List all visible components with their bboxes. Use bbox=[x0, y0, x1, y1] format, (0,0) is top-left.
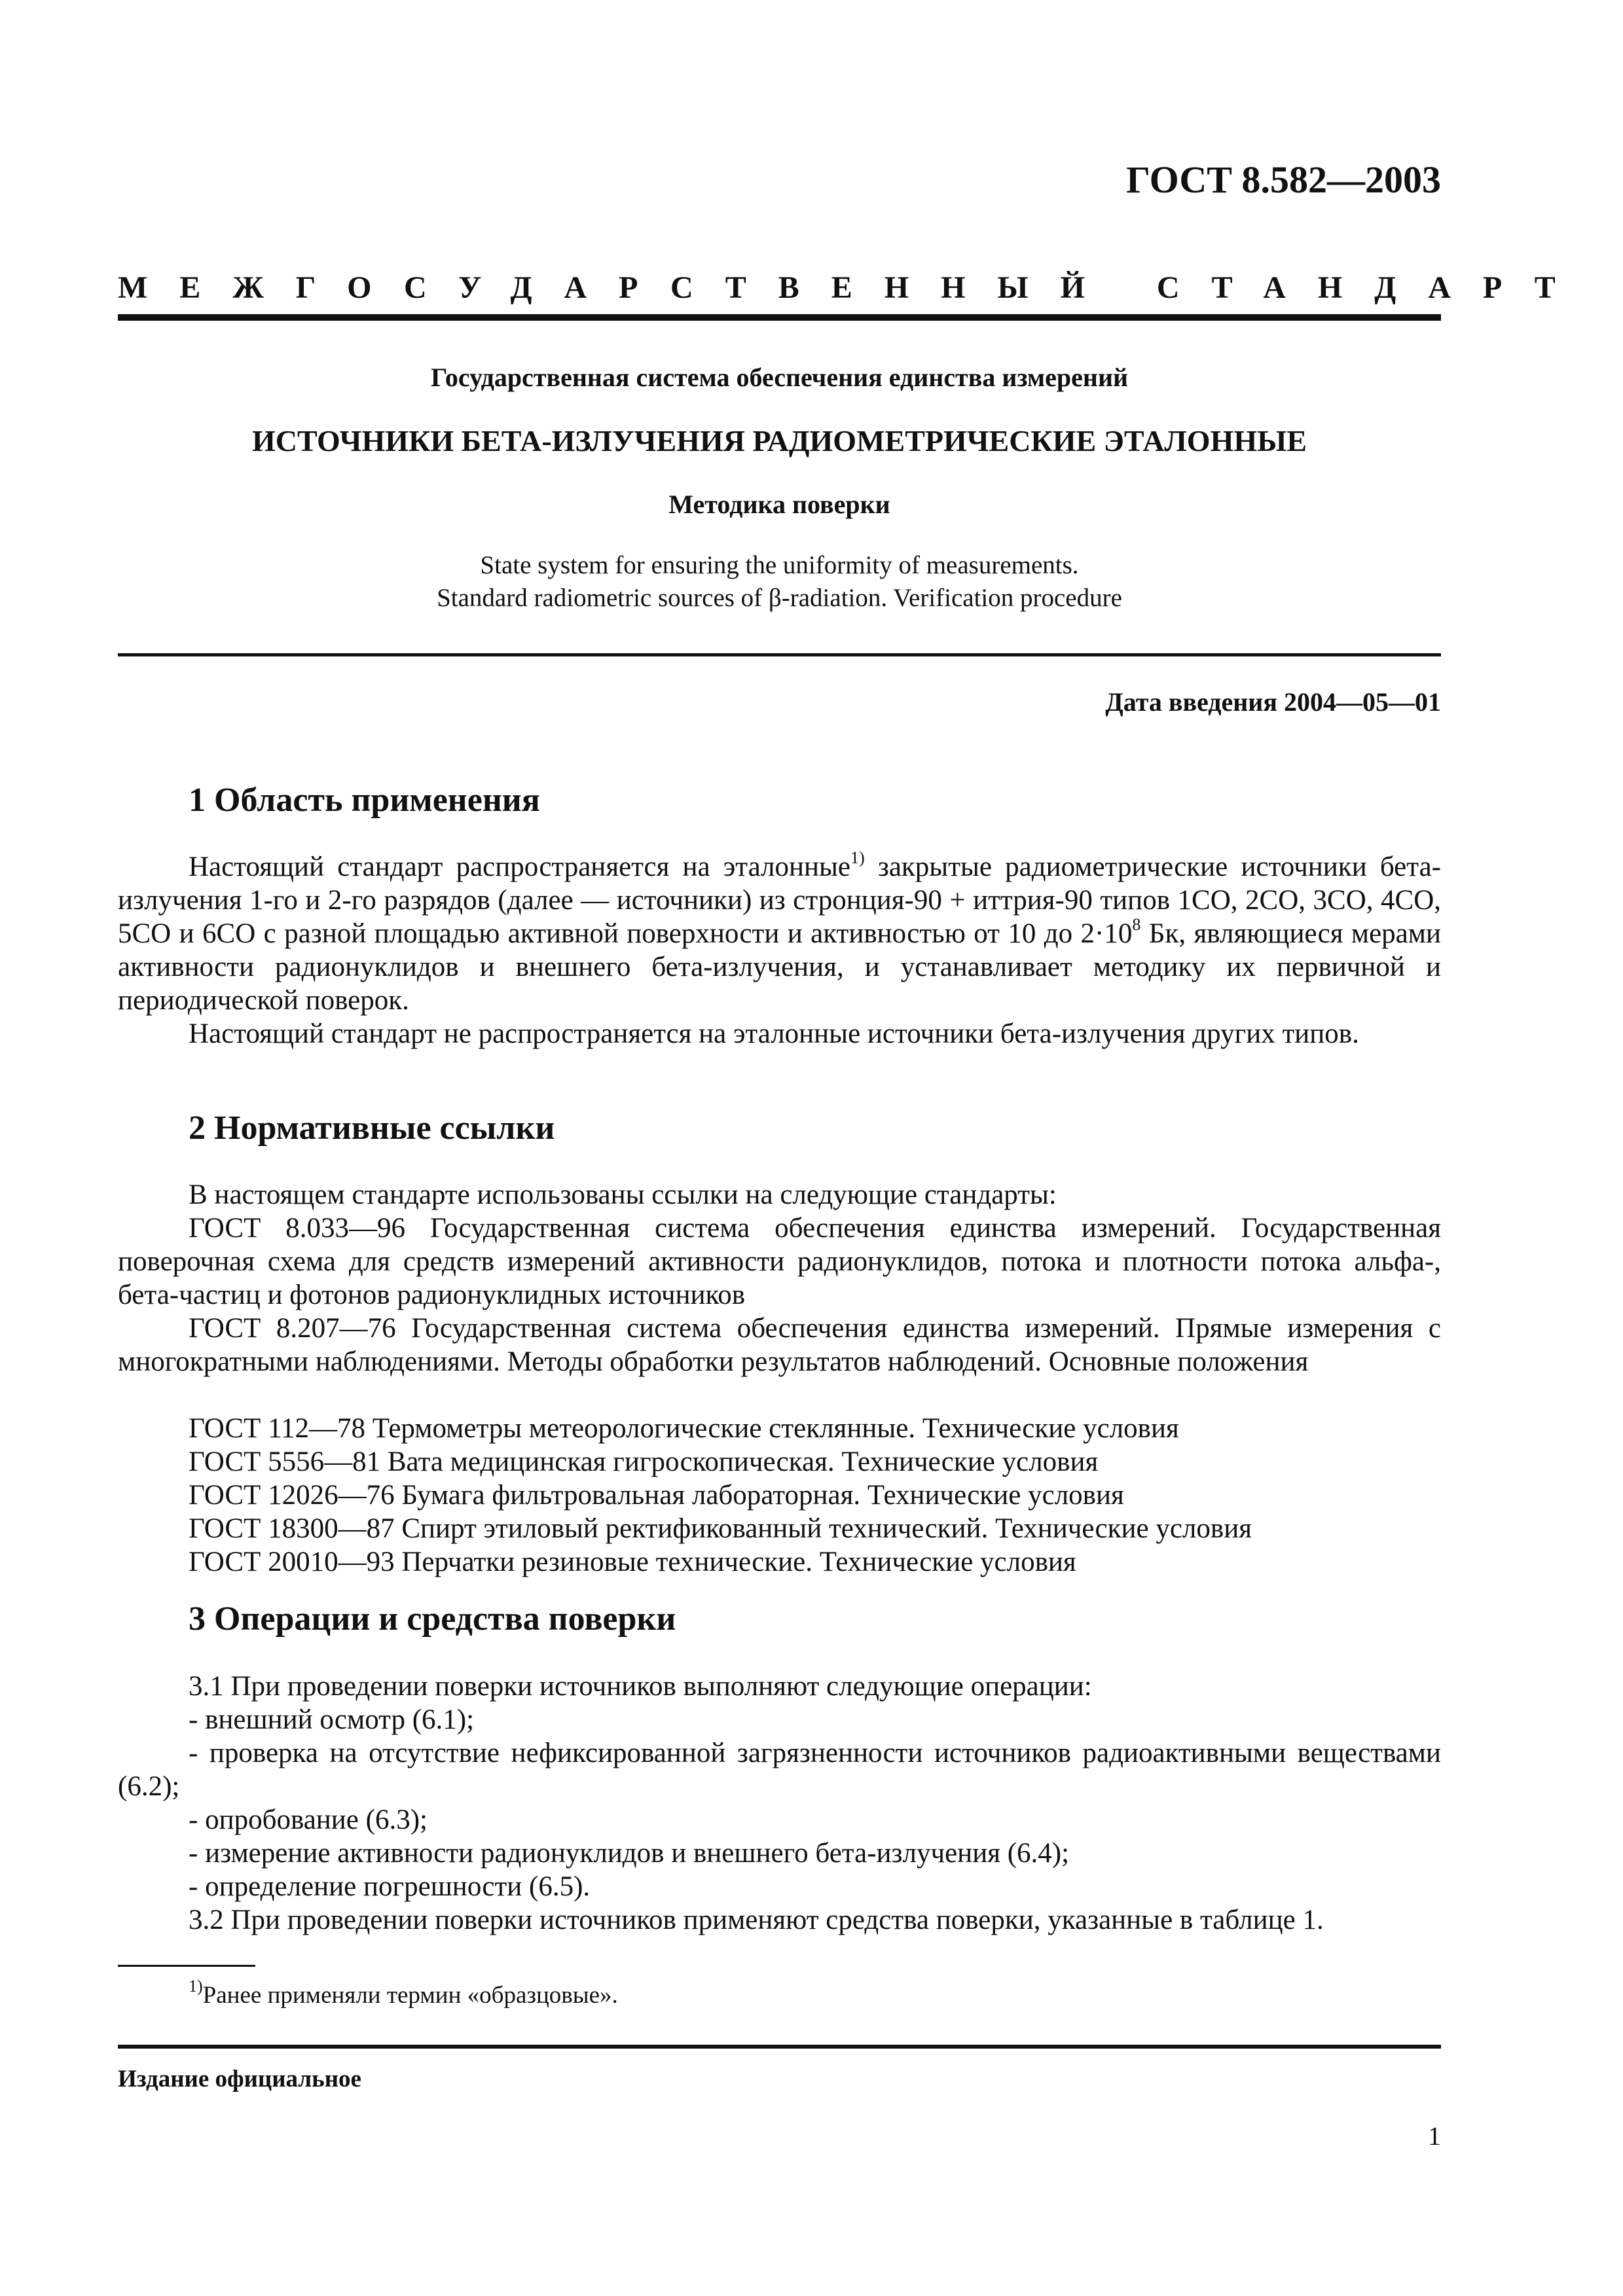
section-3-heading: 3 Операции и средства поверки bbox=[189, 1600, 676, 1638]
reference-gost-8-207: ГОСТ 8.207—76 Государственная система обеспечения единства измерений. Прямые измерения с многократными наблюдениями. Методы обработки результатов наблюдений. Основные положения bbox=[118, 1313, 1441, 1377]
banner-text: МЕЖГОСУДАРСТВЕННЫЙ СТАНДАРТ bbox=[118, 270, 1588, 305]
main-title: ИСТОЧНИКИ БЕТА-ИЗЛУЧЕНИЯ РАДИОМЕТРИЧЕСКИЕ ЭТАЛОННЫЕ bbox=[251, 424, 1307, 457]
clause-3-2: 3.2 При проведении поверки источников применяют средства поверки, указанные в таблице 1. bbox=[189, 1905, 1324, 1935]
banner bbox=[118, 268, 1588, 308]
footnote-mark: 1) bbox=[189, 1976, 203, 1996]
gost-number: ГОСТ 8.582—2003 bbox=[1126, 158, 1441, 201]
section-1-p1-part-a: Настоящий стандарт распространяется на эталонные bbox=[189, 852, 850, 882]
page-number: 1 bbox=[1428, 2121, 1441, 2151]
system-title: Государственная система обеспечения единства измерений bbox=[430, 363, 1129, 392]
reference-gost-18300: ГОСТ 18300—87 Спирт этиловый ректификованный технический. Технические условия bbox=[189, 1513, 1252, 1544]
section-1-paragraph-2: Настоящий стандарт не распространяется на эталонные источники бета-излучения других типов. bbox=[189, 1018, 1359, 1049]
section-2-heading: 2 Нормативные ссылки bbox=[189, 1109, 555, 1147]
footnote-text: Ранее применяли термин «образцовые». bbox=[202, 1982, 618, 2009]
clause-3-1: 3.1 При проведении поверки источников выполняют следующие операции: bbox=[189, 1671, 1092, 1702]
section-1-paragraph-1 bbox=[118, 850, 1441, 1017]
english-title-line-1: State system for ensuring the uniformity of measurements. bbox=[480, 551, 1079, 579]
banner-rule bbox=[118, 314, 1441, 321]
reference-gost-12026: ГОСТ 12026—76 Бумага фильтровальная лабораторная. Технические условия bbox=[189, 1480, 1124, 1511]
english-title-line-2: Standard radiometric sources of β-radiation. Verification procedure bbox=[437, 584, 1122, 612]
operation-contamination-check: - проверка на отсутствие нефиксированной загрязненности источников радиоактивными веществами (6.2); bbox=[118, 1738, 1441, 1802]
operation-testing: - опробование (6.3); bbox=[189, 1804, 428, 1835]
reference-gost-112: ГОСТ 112—78 Термометры метеорологические стеклянные. Технические условия bbox=[189, 1413, 1179, 1444]
reference-gost-20010: ГОСТ 20010—93 Перчатки резиновые технические. Технические условия bbox=[189, 1547, 1076, 1577]
edition-label: Издание официальное bbox=[118, 2066, 361, 2092]
footnote-rule bbox=[118, 1965, 255, 1967]
footer-rule bbox=[118, 2045, 1441, 2049]
title-rule bbox=[118, 653, 1441, 656]
exponent-8: 8 bbox=[1132, 914, 1141, 934]
section-1-heading: 1 Область применения bbox=[189, 781, 540, 819]
footnote-ref-1: 1) bbox=[850, 848, 865, 867]
reference-gost-8-033: ГОСТ 8.033—96 Государственная система обеспечения единства измерений. Государственная поверочная схема для средств измерений активности радионуклидов, потока и плотности потока альфа-, бета-частиц и фотонов радионуклидных источников bbox=[118, 1213, 1441, 1310]
reference-gost-5556: ГОСТ 5556—81 Вата медицинская гигроскопическая. Технические условия bbox=[189, 1446, 1099, 1477]
operation-external-inspection: - внешний осмотр (6.1); bbox=[189, 1704, 475, 1735]
footnote bbox=[189, 1976, 618, 2011]
operation-error-determination: - определение погрешности (6.5). bbox=[189, 1871, 591, 1902]
section-2-intro: В настоящем стандарте использованы ссылки на следующие стандарты: bbox=[189, 1179, 1057, 1210]
section-1-p1-part-b: закрытые радиометрические источники бета-излучения 1-го и 2-го разрядов (далее — источники) из стронция-90 + иттрия-90 типов 1СО, 2СО, 3СО, 4СО, 5СО и 6СО с разной площадью активной поверхности и активностью от 10 до 2·10 bbox=[118, 852, 1441, 949]
operation-activity-measurement: - измерение активности радионуклидов и внешнего бета-излучения (6.4); bbox=[189, 1838, 1070, 1869]
sub-title: Методика поверки bbox=[668, 490, 890, 519]
introduction-date: Дата введения 2004—05—01 bbox=[1105, 687, 1441, 717]
section-1-p1-part-c: Бк, являющиеся мерами активности радионуклидов и внешнего бета-излучения, и устанавливает методику их первичной и периодической поверок. bbox=[118, 918, 1441, 1016]
